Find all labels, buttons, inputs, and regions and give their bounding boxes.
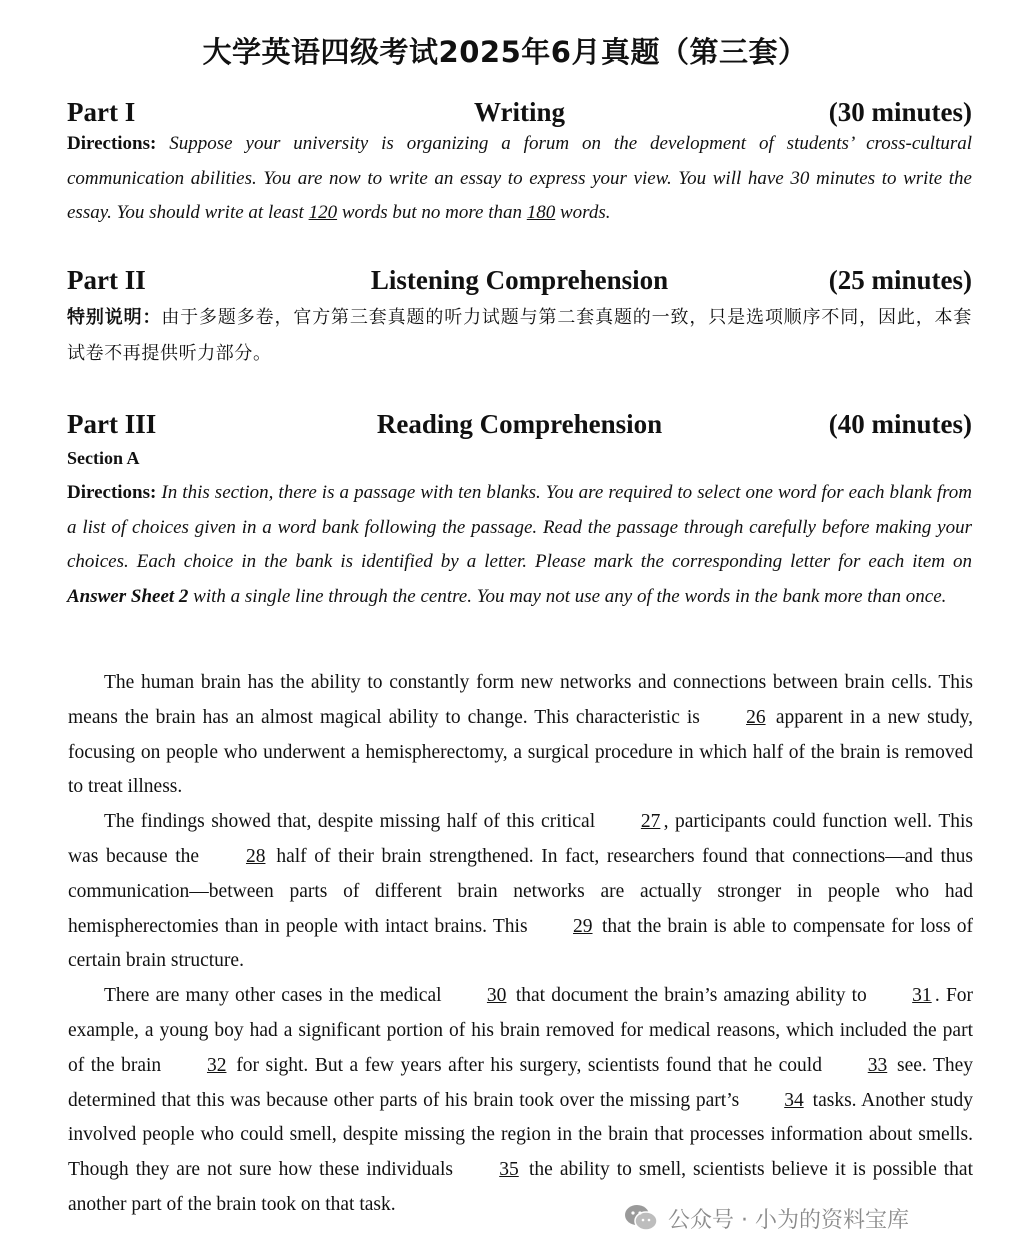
passage-text: , participants could function well. This was because the: [68, 811, 973, 867]
watermark-text: 公众号 · 小为的资料宝库: [668, 1207, 909, 1233]
part-2-number: Part II: [67, 265, 146, 295]
part-2-time: (25 minutes): [828, 265, 972, 295]
directions-text: words.: [560, 202, 611, 223]
passage-text: . For example, a young boy had a significant portion of his brain removed for medical reasons, which included the part of the brain: [68, 985, 974, 1076]
blank-30: 30: [486, 985, 507, 1007]
wechat-logo-icon: [624, 1204, 658, 1232]
part-3-directions: [67, 476, 972, 614]
passage-paragraph-2: [68, 805, 973, 979]
answer-sheet-ref: Answer Sheet 2: [67, 585, 189, 607]
passage-text: There are many other cases in the medical: [104, 985, 442, 1007]
reading-passage: [68, 666, 973, 1223]
part-2-header: [67, 265, 972, 301]
part-3-name: Reading Comprehension: [376, 409, 663, 439]
blank-29: 29: [573, 915, 593, 937]
part-1-directions: [67, 127, 972, 231]
blank-35: 35: [499, 1159, 519, 1181]
blank-26: 26: [746, 706, 766, 728]
section-a-heading: Section A: [67, 448, 140, 468]
part-3-number: Part III: [67, 409, 157, 439]
min-words: 120: [308, 202, 338, 223]
part-1-time: (30 minutes): [828, 97, 972, 127]
blank-31: 31: [912, 985, 932, 1007]
passage-paragraph-1: [68, 666, 973, 805]
passage-text: apparent in a new study, focusing on people who underwent a hemispherectomy, a surgical procedure in which half of the brain is removed to treat illness.: [68, 706, 974, 798]
passage-text: that document the brain’s amazing ability to: [515, 985, 867, 1007]
part-2-name: Listening Comprehension: [370, 265, 669, 295]
blank-27: 27: [640, 811, 661, 833]
max-words: 180: [526, 202, 556, 223]
blank-28: 28: [245, 845, 266, 867]
part-2-note: [67, 300, 972, 372]
passage-text: tasks. Another study involved people who could smell, despite missing the region in the brain that processes information about smells. Though they are not sure how these individuals: [68, 1089, 974, 1181]
blank-33: 33: [867, 1054, 888, 1076]
passage-text: the ability to smell, scientists believe it is possible that another part of the brain took on that task.: [68, 1159, 973, 1215]
part-1-name: Writing: [473, 97, 565, 127]
page-title: 大学英语四级考试2025年6月真题（第三套）: [202, 35, 808, 69]
note-label: 特别说明：: [67, 307, 162, 328]
passage-text: see. They determined that this was because other parts of his brain took over the missing part’s: [68, 1054, 974, 1111]
part-3-time: (40 minutes): [828, 409, 972, 439]
passage-text: The human brain has the ability to constantly form new networks and connections between brain cells. This means the brain has an almost magical ability to change. This characteristic is: [68, 672, 973, 728]
passage-text: half of their brain strengthened. In fact, researchers found that connections—and thus communication—between parts of different brain networks are actually stronger in people who had hemispherectomies than in people with intact brains. This: [68, 845, 974, 937]
passage-text: for sight. But a few years after his surgery, scientists found that he could: [236, 1054, 822, 1076]
directions-text: words but no more than: [341, 202, 522, 223]
directions-text: In this section, there is a passage with ten blanks. You are required to select one word for each blank from a list of choices given in a word bank following the passage. Read the passage through carefully before making your choices. Each choice in the bank is identified by a letter. Please mark the corresponding letter for each item on: [67, 482, 973, 572]
directions-text: Suppose your university is organizing a forum on the development of students’ cross-cultural communication abilities. You are now to write an essay to express your view. You will have 30 minutes to write the essay. You should write at least: [67, 133, 972, 223]
watermark: [624, 1198, 909, 1238]
directions-label: Directions:: [67, 133, 157, 154]
passage-paragraph-3: [68, 979, 973, 1223]
passage-text: The findings showed that, despite missing half of this critical: [104, 811, 596, 833]
part-3-header: [67, 409, 972, 445]
directions-text: with a single line through the centre. You may not use any of the words in the bank more than once.: [193, 585, 947, 607]
part-1-number: Part I: [67, 97, 136, 127]
blank-34: 34: [784, 1089, 804, 1111]
note-text: 由于多题多卷，官方第三套真题的听力试题与第二套真题的一致，只是选项顺序不同，因此，本套试卷不再提供听力部分。: [67, 307, 973, 364]
passage-text: that the brain is able to compensate for loss of certain brain structure.: [68, 915, 974, 972]
blank-32: 32: [206, 1054, 227, 1076]
directions-label: Directions:: [67, 482, 157, 503]
